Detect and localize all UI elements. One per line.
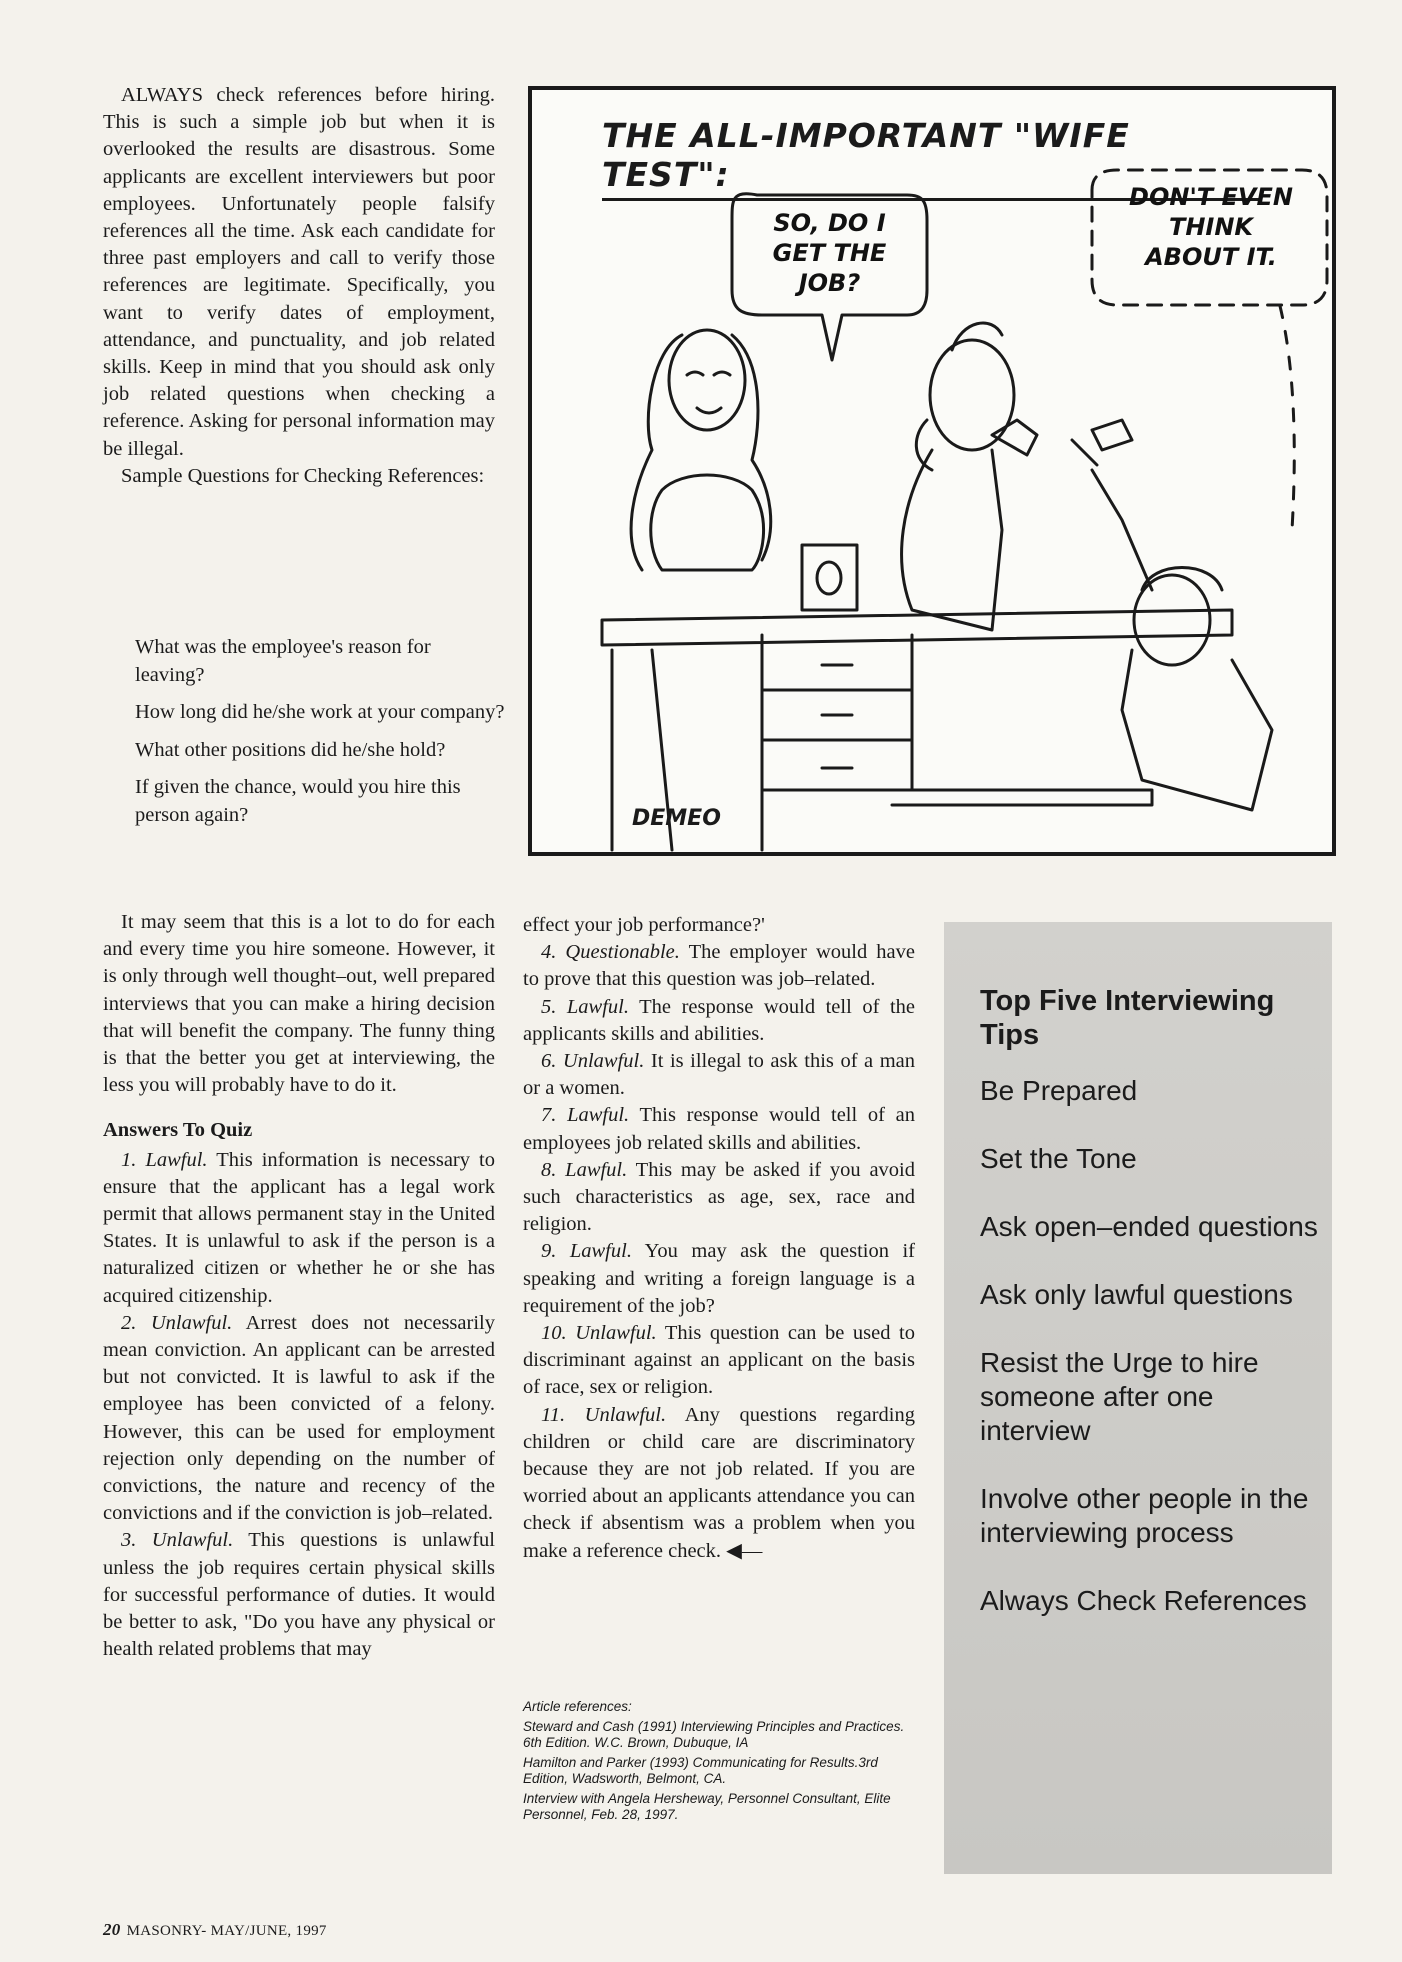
sample-questions-list xyxy=(135,634,505,839)
answer-text: Any questions regarding children or child care are discriminatory because they are not job related. If you are worried about an applicants attendance you can check if absentism was a problem when you make a reference check. xyxy=(523,1403,916,1562)
answer-label: 11. Unlawful. xyxy=(541,1403,667,1426)
answer-label: 9. Lawful. xyxy=(541,1240,632,1263)
left-column-top xyxy=(103,82,495,490)
answer-item xyxy=(523,994,915,1048)
answer-text: The response would tell of the applicants skills and abilities. xyxy=(523,995,915,1045)
list-item: How long did he/she work at your company? xyxy=(135,701,505,723)
list-item: What other positions did he/she hold? xyxy=(135,738,446,761)
answer-label: 6. Unlawful. xyxy=(541,1050,645,1073)
tip-item: Ask open–ended questions xyxy=(980,1211,1318,1242)
answer-text: This question can be used to discriminant against an applicant on the basis of race, sex or religion. xyxy=(523,1322,915,1399)
tips-sidebar xyxy=(944,922,1332,1874)
artist-signature: DEMEO xyxy=(632,806,721,831)
answer-text: It is illegal to ask this of a man or a women. xyxy=(523,1050,915,1100)
answer-label: 4. Questionable. xyxy=(541,941,680,964)
wife-head xyxy=(1134,575,1210,665)
thought-line: DON'T EVEN xyxy=(1129,183,1293,211)
paragraph: It may seem that this is a lot to do for each and every time you hire someone. However, it is only through well thought–out, well prepared interviews that you can make a hiring decision that will benefit the company. The funny thing is that the better you get at interviewing, the less you will probably have to do it. xyxy=(103,911,495,1097)
article-references xyxy=(523,1699,915,1827)
publication-line: MASONRY- MAY/JUNE, 1997 xyxy=(126,1923,327,1939)
reference-item: Hamilton and Parker (1993) Communicating for Results.3rd Edition, Wadsworth, Belmont, CA. xyxy=(523,1755,878,1786)
speech-line: SO, DO I xyxy=(773,209,886,237)
list-item: If given the chance, would you hire this person again? xyxy=(135,776,461,826)
middle-column xyxy=(523,912,915,1565)
answer-label: 7. Lawful. xyxy=(541,1104,630,1127)
answer-item xyxy=(103,1527,495,1663)
answer-text: Arrest does not necessarily mean conviction. An applicant can be arrested but not convicted. It is lawful to ask if the employee has been convicted of a felony. However, this can be used for employment rejection only depending on the number of convictions, the nature and recency of the convictions and if the conviction is job–related. xyxy=(103,1311,495,1525)
thought-line: THINK xyxy=(1168,213,1254,241)
cartoon xyxy=(528,86,1336,856)
paragraph: Sample Questions for Checking References: xyxy=(121,464,485,487)
tip-item: Ask only lawful questions xyxy=(980,1279,1293,1310)
answer-text: This questions is unlawful unless the job requires certain physical skills for successful performance of duties. It would be better to ask, "Do you have any physical or health related problems that may xyxy=(103,1529,495,1661)
page-number: 20 xyxy=(103,1920,121,1939)
paragraph: effect your job performance?' xyxy=(523,914,765,936)
answers-heading: Answers To Quiz xyxy=(103,1119,253,1142)
answer-item xyxy=(523,1320,915,1402)
answer-text: The employer would have to prove that this question was job–related. xyxy=(523,941,915,991)
answer-item xyxy=(523,1402,915,1565)
answer-text: This information is necessary to ensure that the applicant has a legal work permit that allows permanent stay in the United States. It is unlawful to ask if the person is a naturalized citizen or whether he or she has acquired citizenship. xyxy=(103,1148,495,1307)
answer-label: 8. Lawful. xyxy=(541,1158,628,1181)
tips-title: Top Five Interviewing Tips xyxy=(980,985,1275,1051)
tip-item: Involve other people in the interviewing process xyxy=(980,1483,1309,1548)
answer-item xyxy=(523,1048,915,1102)
list-item: What was the employee's reason for leaving? xyxy=(135,636,431,686)
answer-label: 3. Unlawful. xyxy=(121,1529,234,1552)
cartoon-title: THE ALL-IMPORTANT "WIFE TEST": xyxy=(602,116,1262,201)
answer-label: 2. Unlawful. xyxy=(121,1311,233,1334)
thought-line: ABOUT IT. xyxy=(1145,243,1277,271)
reference-item: Steward and Cash (1991) Interviewing Principles and Practices. 6th Edition. W.C. Brown, Dubuque, IA xyxy=(523,1719,905,1750)
answer-label: 1. Lawful. xyxy=(121,1148,208,1171)
answer-text: You may ask the question if speaking and writing a foreign language is a requirement of the job? xyxy=(523,1240,915,1317)
answer-item xyxy=(103,1147,495,1310)
tip-item: Be Prepared xyxy=(980,1075,1138,1106)
answer-item xyxy=(523,1102,915,1156)
speech-text xyxy=(737,208,922,298)
thought-text xyxy=(1100,182,1322,272)
answer-item xyxy=(523,939,915,993)
speech-line: JOB? xyxy=(798,269,861,297)
answer-label: 10. Unlawful. xyxy=(541,1322,657,1345)
end-mark-icon: ◀— xyxy=(726,1539,763,1562)
speech-line: GET THE xyxy=(772,239,887,267)
answer-item xyxy=(523,1238,915,1320)
page-footer xyxy=(103,1920,327,1940)
answer-text: This may be asked if you avoid such characteristics as age, sex, race and religion. xyxy=(523,1158,915,1236)
tip-item: Resist the Urge to hire someone after one interview xyxy=(980,1347,1259,1446)
picture-frame xyxy=(802,545,857,610)
woman-head xyxy=(669,330,745,430)
left-column-bottom xyxy=(103,909,495,1663)
answer-item xyxy=(103,1310,495,1528)
man-head xyxy=(930,340,1014,450)
references-heading: Article references: xyxy=(523,1699,632,1714)
tip-item: Always Check References xyxy=(980,1585,1307,1616)
paragraph: ALWAYS check references before hiring. This is such a simple job but when it is overlooked the results are disastrous. Some applicants are excellent interviewers but poor employees. Unfortunately people falsify references all the time. Ask each candidate for three past employers and call to verify those references are legitimate. Specifically, you want to verify dates of employment, attendance, and punctuality, and job related skills. Keep in mind that you should ask only job related questions when checking a reference. Asking for personal information may be illegal. xyxy=(103,84,495,460)
answer-label: 5. Lawful. xyxy=(541,995,629,1018)
reference-item: Interview with Angela Hersheway, Personnel Consultant, Elite Personnel, Feb. 28, 1997. xyxy=(523,1791,891,1822)
tip-item: Set the Tone xyxy=(980,1143,1137,1174)
answer-text: This response would tell of an employees job related skills and abilities. xyxy=(523,1104,916,1154)
answer-item xyxy=(523,1157,915,1239)
